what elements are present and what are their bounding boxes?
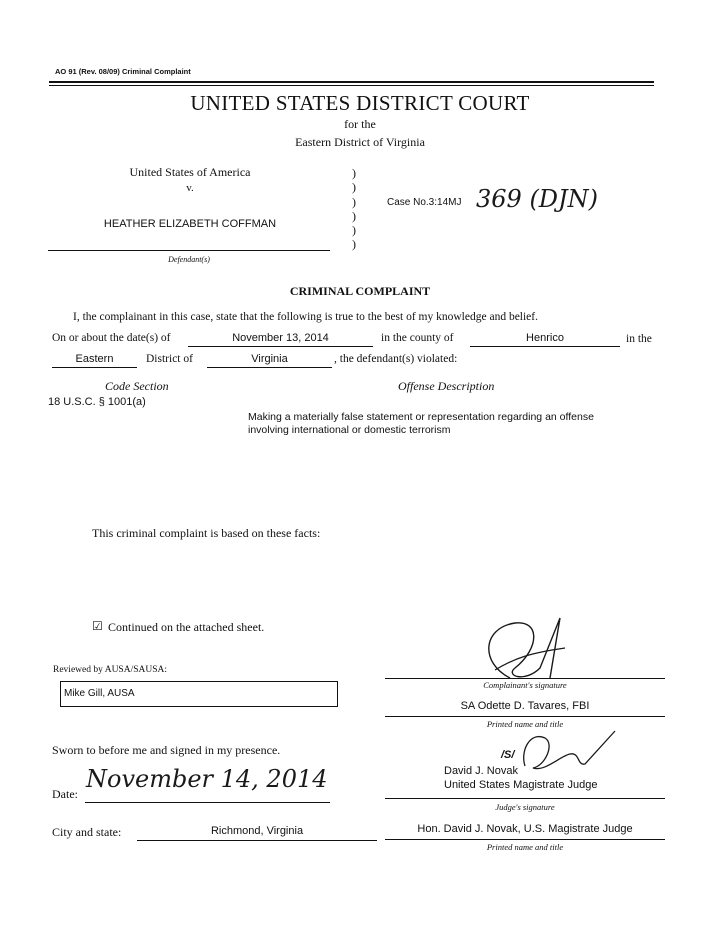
plaintiff-name: United States of America — [129, 165, 251, 179]
versus: v. — [186, 182, 194, 194]
violated-suffix: , the defendant(s) violated: — [334, 353, 458, 365]
offense-date-rule — [188, 346, 373, 347]
code-section-header: Code Section — [105, 379, 169, 393]
offense-date: November 13, 2014 — [232, 332, 329, 344]
district-label: District of — [146, 353, 193, 365]
date-handwritten: November 14, 2014 — [86, 765, 328, 793]
judge-printed-label: Printed name and title — [486, 842, 564, 852]
defendant-label: Defendant(s) — [168, 255, 210, 264]
complainant-name-rule — [385, 716, 665, 717]
judge-name: David J. Novak — [444, 765, 518, 777]
caption-parens: ) ) ) ) ) ) — [352, 166, 356, 252]
county-label: in the county of — [381, 332, 454, 344]
in-the: in the — [626, 333, 652, 345]
offense-description-line1: Making a materially false statement or representation regarding an offense — [248, 411, 594, 423]
judge-printed-rule — [385, 839, 665, 840]
judge-signature-mark — [515, 726, 620, 778]
complaint-heading: CRIMINAL COMPLAINT — [289, 284, 431, 298]
complainant-signature-label: Complainant's signature — [483, 680, 567, 690]
continued-checkbox[interactable]: ☑ — [92, 619, 103, 633]
offense-description-header: Offense Description — [398, 379, 495, 393]
county: Henrico — [526, 332, 564, 344]
city-label: City and state: — [52, 825, 122, 839]
state: Virginia — [251, 353, 288, 365]
complainant-signature-rule — [385, 678, 665, 679]
sworn-statement: Sworn to before me and signed in my presence. — [52, 743, 281, 757]
defendant-rule — [48, 250, 330, 251]
date-prefix: On or about the date(s) of — [52, 332, 171, 344]
form-id: AO 91 (Rev. 08/09) Criminal Complaint — [55, 67, 191, 76]
city-value: Richmond, Virginia — [210, 825, 304, 837]
date-label: Date: — [52, 787, 78, 801]
reviewed-value: Mike Gill, AUSA — [64, 688, 135, 699]
case-number-label: Case No.3:14MJ — [387, 197, 462, 208]
header-rule-thin — [49, 85, 654, 86]
date-rule — [85, 802, 330, 803]
facts-label: This criminal complaint is based on these facts: — [92, 526, 321, 540]
judge-signature-rule — [385, 798, 665, 799]
court-for-the: for the — [344, 117, 376, 131]
offense-description-line2: involving international or domestic terrorism — [248, 424, 451, 436]
judge-title: United States Magistrate Judge — [444, 779, 598, 791]
court-district: Eastern District of Virginia — [295, 135, 425, 149]
header-rule-thick — [49, 81, 654, 83]
statement: I, the complainant in this case, state that the following is true to the best of my knowledge and belief. — [73, 311, 538, 323]
state-rule — [207, 367, 332, 368]
district-rule — [52, 367, 137, 368]
reviewed-box — [60, 681, 338, 707]
judge-s-mark: /S/ — [501, 749, 515, 761]
defendant-name: HEATHER ELIZABETH COFFMAN — [103, 218, 277, 230]
continued-label: Continued on the attached sheet. — [108, 620, 265, 634]
case-number-handwritten: 369 (DJN) — [476, 185, 599, 213]
court-title: UNITED STATES DISTRICT COURT — [190, 91, 530, 115]
county-rule — [470, 346, 620, 347]
reviewed-label: Reviewed by AUSA/SAUSA: — [53, 665, 168, 675]
district: Eastern — [75, 353, 114, 365]
complainant-name-label: Printed name and title — [486, 719, 564, 729]
code-section: 18 U.S.C. § 1001(a) — [48, 396, 146, 408]
judge-printed-name: Hon. David J. Novak, U.S. Magistrate Judge — [417, 823, 633, 835]
judge-signature-label: Judge's signature — [495, 802, 555, 812]
city-rule — [137, 840, 377, 841]
complainant-name: SA Odette D. Tavares, FBI — [460, 700, 590, 712]
